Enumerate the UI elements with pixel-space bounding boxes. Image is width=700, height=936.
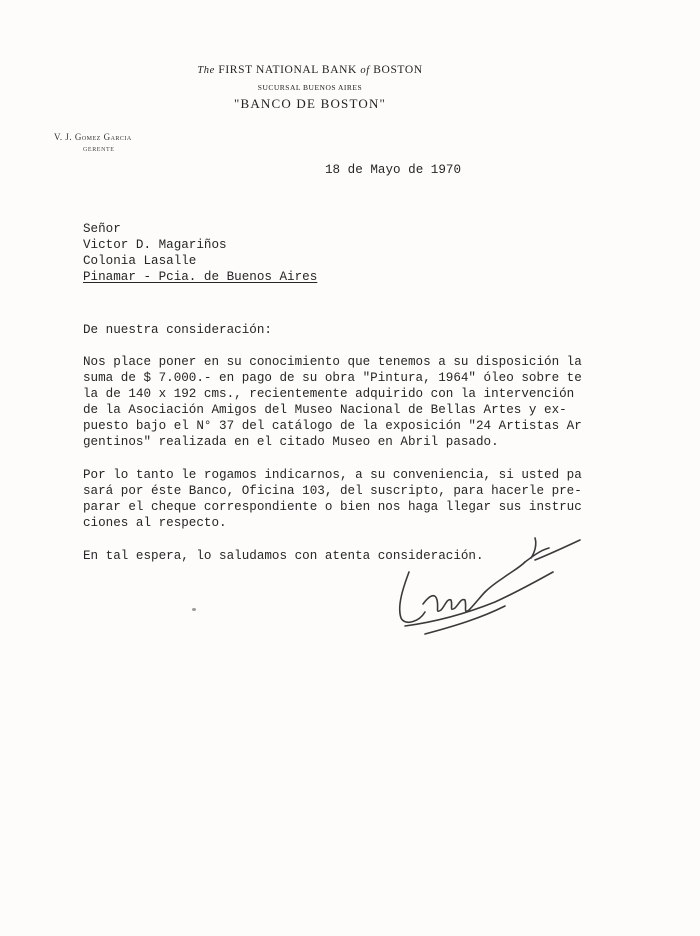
recipient-street: Colonia Lasalle: [83, 254, 197, 268]
handwritten-signature: [385, 530, 585, 640]
body-line: sará por éste Banco, Oficina 103, del suscripto, para hacerle pre-: [83, 484, 582, 498]
recipient-city: Pinamar - Pcia. de Buenos Aires: [83, 270, 318, 284]
bank-name: FIRST NATIONAL BANK: [218, 64, 357, 76]
body-line: de la Asociación Amigos del Museo Nacional de Bellas Artes y ex-: [83, 403, 567, 417]
letter-date: 18 de Mayo de 1970: [325, 163, 462, 177]
body-line: Por lo tanto le rogamos indicarnos, a su conveniencia, si usted pa: [83, 468, 582, 482]
body-line: puesto bajo el N° 37 del catálogo de la exposición "24 Artistas Ar: [83, 419, 582, 433]
body-line: ciones al respecto.: [83, 516, 227, 530]
sender-name: V. J. Gomez Garcia: [54, 132, 132, 142]
body-line: Nos place poner en su conocimiento que tenemos a su disposición la: [83, 355, 582, 369]
paper-speck: [192, 608, 196, 611]
bank-short-name: "BANCO DE BOSTON": [233, 96, 387, 111]
bank-branch: SUCURSAL BUENOS AIRES: [257, 83, 363, 92]
recipient-name: Victor D. Magariños: [83, 238, 227, 252]
recipient-greeting: Señor: [83, 222, 121, 236]
bank-city: BOSTON: [373, 64, 423, 76]
body-line: la de 140 x 192 cms., recientemente adquirido con la intervención: [83, 387, 575, 401]
bank-name-the: The: [197, 65, 215, 76]
closing-line: En tal espera, lo saludamos con atenta consideración.: [83, 549, 484, 563]
body-line: parar el cheque correspondiente o bien nos haga llegar sus instruc: [83, 500, 582, 514]
sender-title: GERENTE: [83, 147, 115, 153]
body-line: gentinos" realizada en el citado Museo en Abril pasado.: [83, 435, 499, 449]
body-line: suma de $ 7.000.- en pago de su obra "Pintura, 1964" óleo sobre te: [83, 371, 582, 385]
bank-name-of: of: [360, 65, 370, 76]
salutation: De nuestra consideración:: [83, 323, 272, 337]
bank-name-line: [0, 64, 620, 76]
